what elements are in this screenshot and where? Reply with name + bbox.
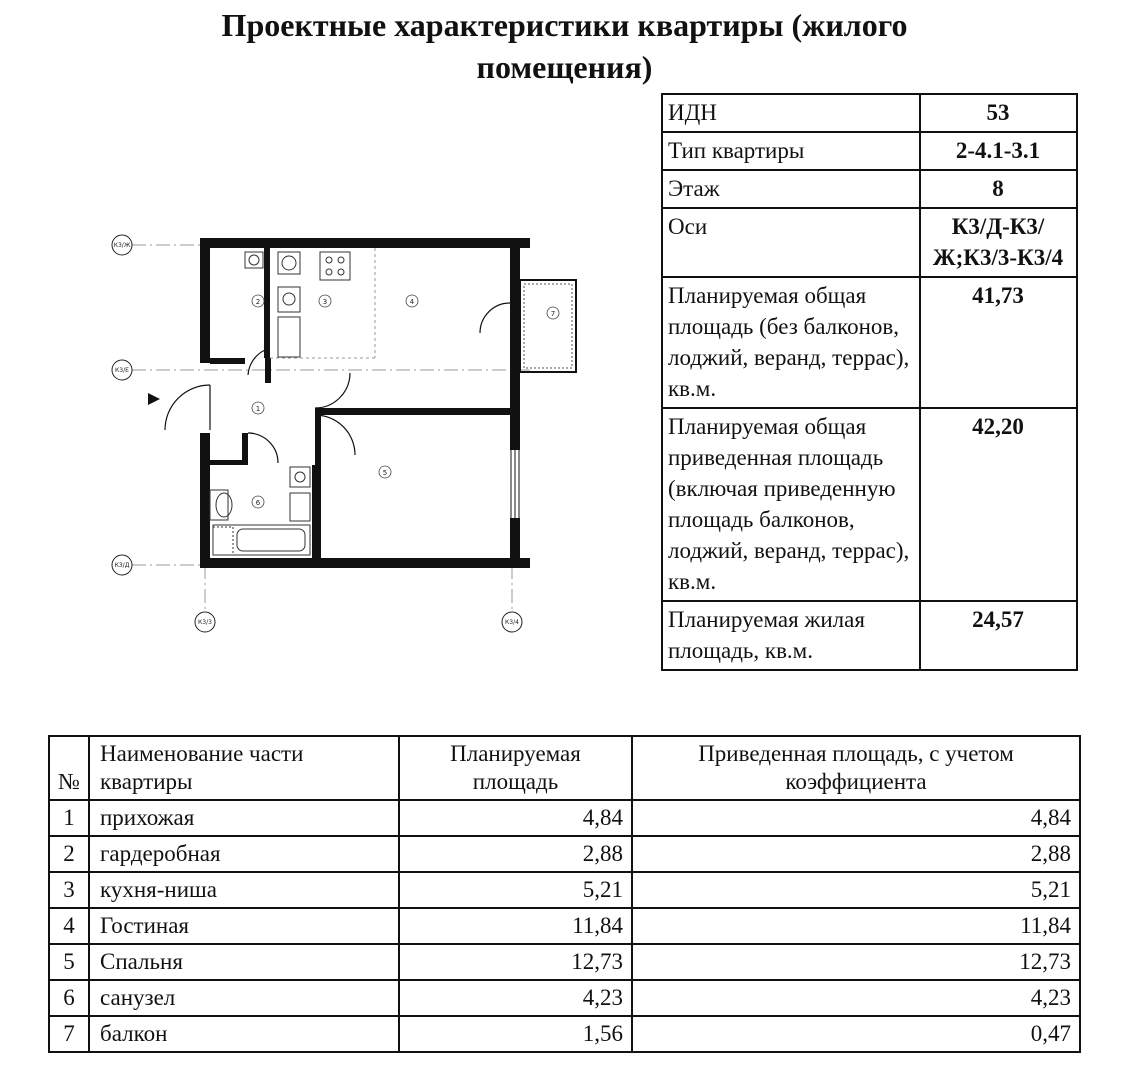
table-row (49, 1016, 1080, 1052)
row-name: Спальня (89, 944, 399, 980)
rooms-table-header (49, 736, 1080, 800)
table-row (49, 944, 1080, 980)
row-num: 2 (49, 836, 89, 872)
property-label: Оси (662, 208, 920, 277)
property-row (662, 132, 1077, 170)
balcony (520, 280, 576, 372)
property-value: 8 (920, 170, 1077, 208)
rooms-table (48, 735, 1081, 1053)
row-name: гардеробная (89, 836, 399, 872)
page-title-line-2: помещения) (476, 49, 653, 85)
page-title (0, 4, 1129, 88)
property-row (662, 208, 1077, 277)
property-label: Планируемая жилая площадь, кв.м. (662, 601, 920, 670)
property-label: Этаж (662, 170, 920, 208)
row-num: 1 (49, 800, 89, 836)
row-num: 7 (49, 1016, 89, 1052)
exterior-walls (200, 238, 530, 568)
property-row (662, 408, 1077, 601)
row-name: Гостиная (89, 908, 399, 944)
row-area: 1,56 (399, 1016, 632, 1052)
header-name: Наименование части квартиры (89, 736, 399, 800)
apartment-properties-table (661, 93, 1078, 671)
property-value: 24,57 (920, 601, 1077, 670)
property-row (662, 170, 1077, 208)
row-reduced: 0,47 (632, 1016, 1080, 1052)
row-reduced: 5,21 (632, 872, 1080, 908)
property-row (662, 601, 1077, 670)
table-row (49, 872, 1080, 908)
row-area: 2,88 (399, 836, 632, 872)
axis-label-left: К3/3 (198, 619, 212, 626)
property-label: Планируемая общая приведенная площадь (включая приведенную площадь балконов, лоджий, веранд, террас), кв.м. (662, 408, 920, 601)
room-number-1: 1 (255, 405, 261, 413)
row-name: кухня-ниша (89, 872, 399, 908)
property-value: 2-4.1-3.1 (920, 132, 1077, 170)
property-value: К3/Д-К3/ Ж;К3/3-К3/4 (920, 208, 1077, 277)
room-number-3: 3 (322, 298, 328, 306)
header-num: № (49, 736, 89, 800)
room-number-6: 6 (255, 499, 261, 507)
row-num: 5 (49, 944, 89, 980)
doors (165, 303, 510, 463)
axis-label-right: К3/4 (505, 619, 519, 626)
row-reduced: 4,84 (632, 800, 1080, 836)
row-area: 4,84 (399, 800, 632, 836)
floor-plan (100, 225, 600, 645)
property-value: 41,73 (920, 277, 1077, 408)
property-value: 42,20 (920, 408, 1077, 601)
row-name: балкон (89, 1016, 399, 1052)
row-reduced: 4,23 (632, 980, 1080, 1016)
property-label: ИДН (662, 94, 920, 132)
row-reduced: 12,73 (632, 944, 1080, 980)
row-area: 5,21 (399, 872, 632, 908)
table-row (49, 836, 1080, 872)
row-num: 4 (49, 908, 89, 944)
row-reduced: 11,84 (632, 908, 1080, 944)
room-number-4: 4 (409, 298, 415, 306)
row-area: 11,84 (399, 908, 632, 944)
row-area: 12,73 (399, 944, 632, 980)
interior-walls (210, 243, 510, 560)
table-row (49, 800, 1080, 836)
property-row (662, 277, 1077, 408)
property-label: Тип квартиры (662, 132, 920, 170)
row-area: 4,23 (399, 980, 632, 1016)
page-title-line-1: Проектные характеристики квартиры (жилого (221, 7, 908, 43)
row-name: санузел (89, 980, 399, 1016)
row-num: 3 (49, 872, 89, 908)
axis-label-middle: К3/Е (115, 367, 129, 374)
axis-label-top: К3/Ж (113, 242, 131, 249)
table-row (49, 908, 1080, 944)
room-number-7: 7 (550, 310, 556, 318)
room-number-5: 5 (382, 469, 388, 477)
room-number-2: 2 (255, 298, 261, 306)
row-num: 6 (49, 980, 89, 1016)
header-reduced: Приведенная площадь, с учетом коэффициента (632, 736, 1080, 800)
header-area: Планируемая площадь (399, 736, 632, 800)
row-reduced: 2,88 (632, 836, 1080, 872)
property-row (662, 94, 1077, 132)
property-value: 53 (920, 94, 1077, 132)
row-name: прихожая (89, 800, 399, 836)
table-row (49, 980, 1080, 1016)
property-label: Планируемая общая площадь (без балконов, лоджий, веранд, террас), кв.м. (662, 277, 920, 408)
entrance-arrow (148, 393, 160, 405)
axis-label-bottom: К3/Д (114, 562, 130, 569)
